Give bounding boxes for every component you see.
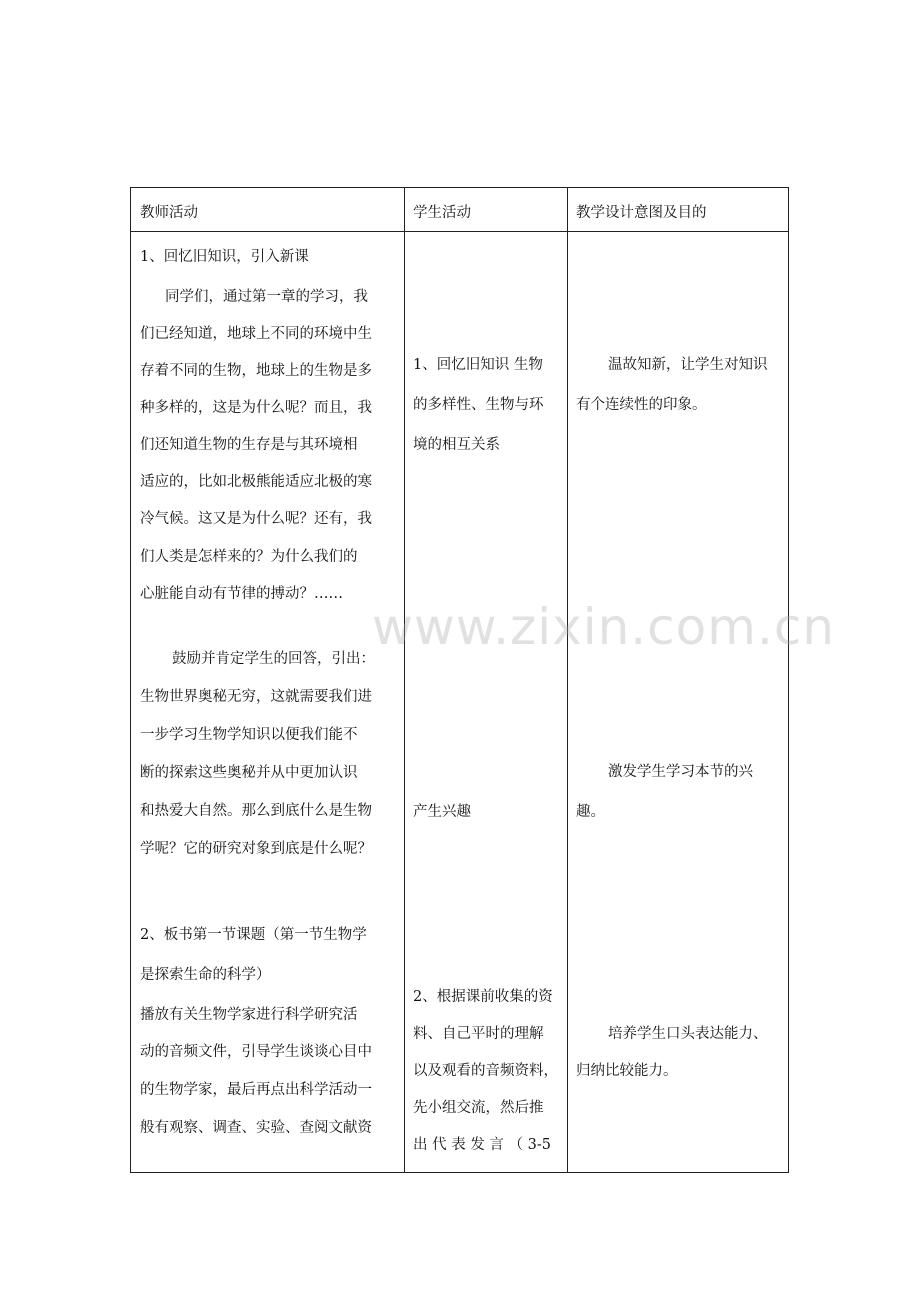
- teacher-line: 适应的，比如北极熊能适应北极的寒: [140, 474, 372, 490]
- teacher-line: 同学们，通过第一章的学习，我: [165, 289, 368, 305]
- teacher-line: 的生物学家，最后再点出科学活动一: [140, 1082, 372, 1098]
- teacher-line: 学呢？它的研究对象到底是什么呢？: [140, 841, 372, 857]
- teacher-line: 是探索生命的科学）: [140, 967, 271, 983]
- student-line: 1、回忆旧知识 生物: [413, 357, 543, 373]
- lesson-plan-table: [130, 187, 789, 1173]
- intent-line: 激发学生学习本节的兴: [608, 764, 753, 780]
- teacher-line: 生物世界奥秘无穷，这就需要我们进: [140, 689, 372, 705]
- teacher-line: 们还知道生物的生存是与其环境相: [140, 437, 358, 453]
- intent-line: 培养学生口头表达能力、: [608, 1026, 768, 1042]
- student-line: 2、根据课前收集的资: [413, 989, 553, 1005]
- column-divider: [404, 188, 405, 1172]
- student-line: 料、自己平时的理解: [413, 1026, 544, 1042]
- teacher-line: 和热爱大自然。那么到底什么是生物: [140, 803, 372, 819]
- header-divider: [131, 231, 788, 232]
- teacher-line: 鼓励并肯定学生的回答，引出：: [172, 651, 375, 667]
- column-divider: [567, 188, 568, 1172]
- teacher-line: 们已经知道，地球上不同的环境中生: [140, 326, 372, 342]
- teacher-line: 一步学习生物学知识以便我们能不: [140, 727, 358, 743]
- teacher-line: 存着不同的生物，地球上的生物是多: [140, 363, 372, 379]
- header-student: 学生活动: [413, 205, 471, 221]
- intent-line: 归纳比较能力。: [576, 1063, 678, 1079]
- teacher-line: 们人类是怎样来的？为什么我们的: [140, 549, 358, 565]
- student-line: 先小组交流，然后推: [413, 1100, 544, 1116]
- teacher-line: 1、回忆旧知识，引入新课: [140, 249, 309, 265]
- intent-line: 温故知新，让学生对知识: [608, 357, 768, 373]
- student-line: 境的相互关系: [413, 437, 500, 453]
- student-line: 出 代 表 发 言 （ 3-5: [413, 1137, 552, 1153]
- teacher-line: 2、板书第一节课题（第一节生物学: [140, 927, 367, 943]
- teacher-line: 心脏能自动有节律的搏动？……: [140, 586, 343, 602]
- teacher-line: 动的音频文件，引导学生谈谈心目中: [140, 1044, 372, 1060]
- intent-line: 趣。: [576, 804, 605, 820]
- header-intent: 教学设计意图及目的: [576, 205, 707, 221]
- teacher-line: 冷气候。这又是为什么呢？还有，我: [140, 511, 372, 527]
- header-teacher: 教师活动: [140, 205, 198, 221]
- teacher-line: 断的探索这些奥秘并从中更加认识: [140, 765, 358, 781]
- student-line: 产生兴趣: [413, 804, 471, 820]
- student-line: 的多样性、生物与环: [413, 397, 544, 413]
- intent-line: 有个连续性的印象。: [576, 397, 707, 413]
- student-line: 以及观看的音频资料，: [413, 1063, 558, 1079]
- teacher-line: 播放有关生物学家进行科学研究活: [140, 1007, 358, 1023]
- teacher-line: 种多样的，这是为什么呢？而且，我: [140, 400, 372, 416]
- watermark: www.zixin.com.cn: [372, 598, 836, 656]
- teacher-line: 般有观察、调查、实验、查阅文献资: [140, 1120, 372, 1136]
